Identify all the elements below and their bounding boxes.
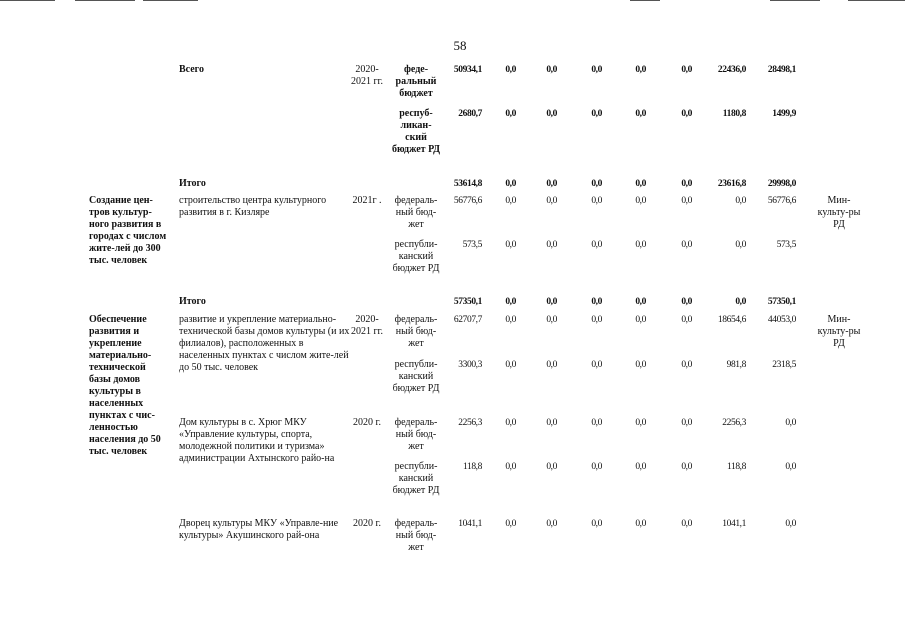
value-cell: 0,0 xyxy=(681,109,692,119)
total-label: Итого xyxy=(179,296,206,307)
value-cell: 0,0 xyxy=(635,418,646,428)
value-cell: 0,0 xyxy=(735,240,746,250)
value-cell: 29998,0 xyxy=(767,179,796,189)
value-cell: 0,0 xyxy=(546,65,557,75)
value-cell: 2680,7 xyxy=(458,109,482,119)
value-cell: 0,0 xyxy=(546,519,557,529)
value-cell: 28498,1 xyxy=(767,65,796,75)
value-cell: 0,0 xyxy=(546,240,557,250)
value-cell: 0,0 xyxy=(505,519,516,529)
period: 2020 г. xyxy=(353,518,381,529)
value-cell: 0,0 xyxy=(785,418,796,428)
period: 2020 г. xyxy=(353,417,381,428)
value-cell: 0,0 xyxy=(546,297,557,307)
value-cell: 0,0 xyxy=(591,462,602,472)
value-cell: 0,0 xyxy=(635,240,646,250)
value-cell: 2256,3 xyxy=(722,418,746,428)
value-cell: 0,0 xyxy=(681,179,692,189)
value-cell: 118,8 xyxy=(726,462,746,472)
value-cell: 0,0 xyxy=(591,315,602,325)
value-cell: 0,0 xyxy=(505,462,516,472)
value-cell: 1041,1 xyxy=(722,519,746,529)
value-cell: 0,0 xyxy=(505,240,516,250)
value-cell: 0,0 xyxy=(591,360,602,370)
value-cell: 0,0 xyxy=(635,462,646,472)
period: 2020-2021 гг. xyxy=(350,314,384,337)
funding-source: респуб-ликан-ский бюджет РД xyxy=(391,108,441,155)
value-cell: 2318,5 xyxy=(772,360,796,370)
value-cell: 57350,1 xyxy=(453,297,482,307)
value-cell: 0,0 xyxy=(505,179,516,189)
value-cell: 573,5 xyxy=(776,240,796,250)
value-cell: 56776,6 xyxy=(453,196,482,206)
value-cell: 0,0 xyxy=(591,519,602,529)
measure-text: строительство центра культурного развития в г. Кизляре xyxy=(179,195,327,218)
value-cell: 0,0 xyxy=(505,418,516,428)
value-cell: 118,8 xyxy=(462,462,482,472)
funding-source: феде-ральный бюджет xyxy=(395,64,437,99)
section-label: Всего xyxy=(179,64,204,75)
funding-source: республи-канский бюджет РД xyxy=(392,461,440,496)
value-cell: 0,0 xyxy=(591,196,602,206)
value-cell: 0,0 xyxy=(681,240,692,250)
value-cell: 0,0 xyxy=(505,315,516,325)
period: 2020-2021 гг. xyxy=(350,64,384,87)
page-number: 58 xyxy=(453,38,467,53)
value-cell: 0,0 xyxy=(505,360,516,370)
value-cell: 0,0 xyxy=(591,179,602,189)
value-cell: 2256,3 xyxy=(458,418,482,428)
value-cell: 0,0 xyxy=(591,418,602,428)
value-cell: 0,0 xyxy=(505,65,516,75)
value-cell: 0,0 xyxy=(681,519,692,529)
value-cell: 0,0 xyxy=(546,196,557,206)
measure-text: Дворец культуры МКУ «Управле-ние культуры» Акушинского рай-она xyxy=(179,518,339,541)
goal-text: Обеспечение развития и укрепление материально-технической базы домов культуры в населенных пунктах с чис-ленностью населения до 50 тыс. человек xyxy=(89,314,161,457)
value-cell: 0,0 xyxy=(635,196,646,206)
value-cell: 0,0 xyxy=(546,109,557,119)
value-cell: 0,0 xyxy=(735,196,746,206)
value-cell: 0,0 xyxy=(546,179,557,189)
value-cell: 0,0 xyxy=(635,65,646,75)
value-cell: 22436,0 xyxy=(717,65,746,75)
executor: Мин-культу-ры РД xyxy=(817,195,861,230)
value-cell: 0,0 xyxy=(591,109,602,119)
executor: Мин-культу-ры РД xyxy=(817,314,861,349)
value-cell: 53614,8 xyxy=(453,179,482,189)
value-cell: 50934,1 xyxy=(453,65,482,75)
value-cell: 0,0 xyxy=(635,519,646,529)
period: 2021г . xyxy=(352,195,382,206)
value-cell: 1180,8 xyxy=(722,109,746,119)
value-cell: 573,5 xyxy=(462,240,482,250)
value-cell: 0,0 xyxy=(505,109,516,119)
value-cell: 0,0 xyxy=(546,315,557,325)
value-cell: 0,0 xyxy=(635,360,646,370)
value-cell: 23616,8 xyxy=(717,179,746,189)
value-cell: 62707,7 xyxy=(453,315,482,325)
value-cell: 0,0 xyxy=(546,462,557,472)
value-cell: 0,0 xyxy=(681,297,692,307)
funding-source: федераль-ный бюд-жет xyxy=(394,195,438,230)
value-cell: 0,0 xyxy=(635,297,646,307)
value-cell: 0,0 xyxy=(635,315,646,325)
funding-source: федераль-ный бюд-жет xyxy=(394,518,438,553)
funding-source: федераль-ный бюд-жет xyxy=(394,314,438,349)
value-cell: 1041,1 xyxy=(458,519,482,529)
value-cell: 0,0 xyxy=(785,462,796,472)
value-cell: 3300,3 xyxy=(458,360,482,370)
value-cell: 18654,6 xyxy=(717,315,746,325)
goal-text: Создание цен-тров культур-ного развития в городах с числом жите-лей до 300 тыс. человек xyxy=(89,195,167,266)
value-cell: 0,0 xyxy=(681,65,692,75)
measure-text: развитие и укрепление материально-технической базы домов культуры (и их филиалов), расположенных в населенных пунктах с числом жите-лей до 50 тыс. человек xyxy=(179,314,350,373)
value-cell: 0,0 xyxy=(591,65,602,75)
value-cell: 0,0 xyxy=(681,196,692,206)
total-label: Итого xyxy=(179,178,206,189)
value-cell: 0,0 xyxy=(785,519,796,529)
value-cell: 0,0 xyxy=(546,360,557,370)
value-cell: 0,0 xyxy=(591,240,602,250)
value-cell: 0,0 xyxy=(505,297,516,307)
funding-source: республи-канский бюджет РД xyxy=(392,359,440,394)
value-cell: 0,0 xyxy=(591,297,602,307)
value-cell: 57350,1 xyxy=(767,297,796,307)
value-cell: 0,0 xyxy=(681,315,692,325)
value-cell: 1499,9 xyxy=(772,109,796,119)
value-cell: 0,0 xyxy=(681,462,692,472)
value-cell: 0,0 xyxy=(546,418,557,428)
value-cell: 0,0 xyxy=(681,360,692,370)
value-cell: 0,0 xyxy=(635,109,646,119)
value-cell: 56776,6 xyxy=(767,196,796,206)
measure-text: Дом культуры в с. Хрюг МКУ «Управление культуры, спорта, молодежной политики и туризма» администрации Ахтынского райо-на xyxy=(179,417,335,464)
value-cell: 0,0 xyxy=(681,418,692,428)
value-cell: 0,0 xyxy=(635,179,646,189)
value-cell: 44053,0 xyxy=(767,315,796,325)
value-cell: 0,0 xyxy=(735,297,746,307)
funding-source: федераль-ный бюд-жет xyxy=(394,417,438,452)
value-cell: 981,8 xyxy=(726,360,746,370)
value-cell: 0,0 xyxy=(505,196,516,206)
funding-source: республи-канский бюджет РД xyxy=(392,239,440,274)
